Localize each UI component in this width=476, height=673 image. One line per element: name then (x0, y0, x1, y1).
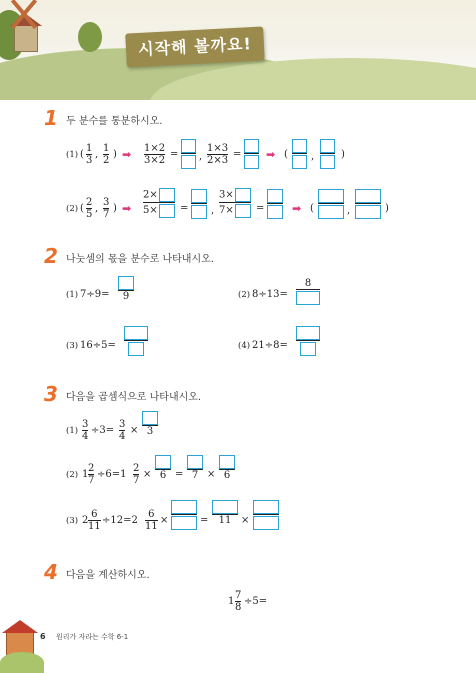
right-arrow-icon: ➡ (292, 202, 302, 215)
answer-box[interactable] (235, 188, 251, 202)
times: × (143, 469, 152, 480)
q1-p1-answer-3 (292, 139, 307, 169)
frac-num-row (219, 188, 251, 202)
q2-p1-label: (1) (66, 290, 79, 300)
frac-num: 8 (304, 278, 312, 289)
times: × (160, 515, 169, 526)
frac-num: 1 (103, 143, 110, 154)
frac-den: 7 (191, 470, 199, 481)
frac-den: 7 (133, 475, 140, 486)
answer-box[interactable] (244, 155, 259, 169)
frac-den: 5 (86, 209, 93, 220)
house-roof-icon (2, 620, 38, 633)
answer-box[interactable] (159, 204, 175, 218)
q4-number: 4 (44, 560, 58, 584)
q2-p4-answer (296, 326, 320, 356)
answer-box[interactable] (318, 205, 344, 219)
q3-p3-answer-3 (253, 500, 279, 530)
answer-box[interactable] (320, 155, 335, 169)
q2-p4-expr: 21÷8= (252, 340, 288, 351)
answer-box[interactable] (296, 326, 320, 340)
q1-p1-open: ( (80, 149, 84, 160)
q1-p2-frac-b (103, 197, 109, 220)
answer-box[interactable] (181, 155, 196, 169)
q3-p3-frac-2 (145, 509, 158, 532)
q3-p2-answer-1 (155, 455, 171, 481)
frac-den: 2 (103, 155, 110, 166)
frac-num: 3 (82, 419, 89, 430)
frac-den: 7 (103, 209, 110, 220)
header-banner (0, 0, 476, 100)
q1-p2-frac-a (86, 197, 92, 220)
answer-box[interactable] (253, 516, 279, 530)
paren-close: ) (113, 203, 117, 214)
frac-den: 7× (219, 205, 234, 216)
answer-box[interactable] (191, 189, 207, 203)
q3-p3-answer-1 (171, 500, 197, 530)
q2-number: 2 (44, 244, 58, 268)
answer-box[interactable] (235, 204, 251, 218)
q1-p2-answer-4 (355, 189, 381, 219)
q1-p1-frac-a (86, 143, 92, 166)
frac-den-row (143, 203, 175, 218)
answer-box[interactable] (191, 205, 207, 219)
frac-num: 2× (143, 189, 158, 201)
answer-box[interactable] (219, 455, 235, 469)
frac-den-row (219, 203, 251, 218)
answer-box[interactable] (142, 411, 158, 425)
q3-p2-label: (2) (66, 470, 79, 480)
answer-box[interactable] (320, 139, 335, 153)
times: × (241, 515, 250, 526)
answer-box[interactable] (118, 276, 134, 290)
right-arrow-icon: ➡ (122, 148, 132, 161)
q3-p1-frac (82, 419, 88, 442)
q4-frac (235, 590, 241, 613)
frac-num: 6 (148, 509, 155, 520)
frac-num: 7 (235, 590, 242, 601)
answer-box[interactable] (318, 189, 344, 203)
frac-num: 6 (91, 509, 98, 520)
frac-num: 3× (219, 189, 234, 201)
comma: , (347, 205, 351, 216)
answer-box[interactable] (212, 500, 238, 514)
frac-den: 11 (218, 515, 232, 526)
answer-box[interactable] (159, 188, 175, 202)
frac-den: 3 (86, 155, 93, 166)
q2-p3-expr: 16÷5= (80, 340, 116, 351)
q1-number: 1 (44, 106, 58, 130)
answer-box[interactable] (155, 455, 171, 469)
q3-p1-frac-2 (119, 419, 125, 442)
times: × (207, 469, 216, 480)
frac-den: 7 (88, 475, 95, 486)
frac-num: 2 (88, 463, 95, 474)
equals: = (233, 149, 242, 160)
q2-p2-label: (2) (238, 290, 251, 300)
q2-p4-label: (4) (238, 341, 251, 351)
frac-den: 3 (146, 426, 154, 437)
q3-p2-answer-3 (219, 455, 235, 481)
frac-num: 3 (119, 419, 126, 430)
right-arrow-icon: ➡ (266, 148, 276, 161)
q3-p2-div: ÷6=1 (97, 469, 127, 480)
frac-den: 2×3 (207, 155, 229, 166)
q3-p1-div: ÷3= (91, 425, 115, 436)
equals: = (170, 149, 179, 160)
q1-p1-answer-2 (244, 139, 259, 169)
q3-p3-answer-2 (212, 500, 238, 526)
q3-p3-frac (88, 509, 101, 532)
banner-title-plate (125, 26, 265, 67)
answer-box[interactable] (171, 500, 197, 514)
q3-text: 다음을 곱셈식으로 나타내시오. (66, 392, 202, 403)
q2-p3-answer (124, 326, 148, 356)
q3-p2-answer-2 (187, 455, 203, 481)
q1-p1-answer-4 (320, 139, 335, 169)
q3-p3-label: (3) (66, 516, 79, 526)
paren-close: ) (385, 203, 389, 214)
frac-den: 6 (159, 470, 167, 481)
frac-num: 1 (86, 143, 93, 154)
comma: , (311, 151, 315, 162)
q3-p3-div: ÷12=2 (102, 515, 138, 526)
q3-p2-whole: 1 (82, 469, 89, 480)
q1-text: 두 분수를 통분하시오. (66, 116, 163, 127)
answer-box[interactable] (355, 205, 381, 219)
frac-den: 6 (223, 470, 231, 481)
q4-rest: ÷5= (244, 596, 268, 607)
frac-den: 5× (143, 205, 158, 216)
q2-p2-answer (296, 278, 320, 305)
frac-num: 2 (133, 463, 140, 474)
q1-p2-answer-2 (267, 189, 283, 219)
q1-p1-frac-1 (144, 143, 165, 166)
q1-p1-frac-2 (207, 143, 228, 166)
q4-text: 다음을 계산하시오. (66, 570, 150, 581)
comma: , (211, 205, 215, 216)
comma: , (95, 203, 99, 214)
q2-p1-expr: 7÷9= (80, 289, 110, 300)
right-arrow-icon: ➡ (122, 202, 132, 215)
paren-close: ) (341, 149, 345, 160)
frac-den: 11 (145, 521, 158, 532)
answer-box[interactable] (296, 291, 320, 305)
q1-p2-answer-1 (191, 189, 207, 219)
q3-p1-label: (1) (66, 426, 79, 436)
q1-p2-answer-3 (318, 189, 344, 219)
q4-whole: 1 (228, 596, 235, 607)
frac-den: 4 (82, 431, 89, 442)
answer-box[interactable] (355, 189, 381, 203)
answer-box[interactable] (267, 205, 283, 219)
frac-den: 3×2 (144, 155, 166, 166)
q2-p1-answer (118, 276, 134, 302)
q1-p1-comma: , (95, 149, 99, 160)
frac-num: 1×3 (207, 143, 229, 154)
q3-p1-answer (142, 411, 158, 437)
equals: = (175, 469, 184, 480)
answer-box[interactable] (171, 516, 197, 530)
answer-box[interactable] (128, 342, 144, 356)
q2-p2-expr: 8÷13= (252, 289, 288, 300)
q3-p2-frac (88, 463, 94, 486)
answer-box[interactable] (244, 139, 259, 153)
q2-text: 나눗셈의 몫을 분수로 나타내시오. (66, 254, 214, 265)
q1-p2-frac-1 (143, 188, 175, 218)
frac-den: 9 (122, 291, 130, 302)
frac-num-row (143, 188, 175, 202)
q1-p2-frac-2 (219, 188, 251, 218)
answer-box[interactable] (253, 500, 279, 514)
page-number: 6 (40, 632, 46, 641)
frac-num: 1×2 (144, 143, 166, 154)
q1-p1-sep: , (199, 151, 203, 162)
paren-open: ( (284, 149, 288, 160)
q1-p2-label: (2) (66, 204, 79, 214)
frac-den: 4 (119, 431, 126, 442)
footer-grass (0, 652, 44, 673)
paren-open: ( (310, 203, 314, 214)
q1-p1-close: ) (113, 149, 117, 160)
frac-den: 8 (235, 602, 242, 613)
times: × (130, 425, 139, 436)
paren-open: ( (80, 203, 84, 214)
answer-box[interactable] (300, 342, 316, 356)
book-title: 원리가 자라는 수학 6-1 (56, 633, 129, 641)
frac-num: 3 (103, 197, 110, 208)
q1-p1-frac-b (103, 143, 109, 166)
q2-p3-label: (3) (66, 341, 79, 351)
q3-p2-frac-2 (133, 463, 139, 486)
tree-right (78, 22, 102, 52)
answer-box[interactable] (292, 155, 307, 169)
equals: = (256, 203, 265, 214)
q3-number: 3 (44, 382, 58, 406)
q3-p3-whole: 2 (82, 515, 89, 526)
frac-den: 11 (88, 521, 101, 532)
banner-title: 시작해 볼까요! (137, 34, 253, 59)
q1-p1-answer-1 (181, 139, 196, 169)
answer-box[interactable] (181, 139, 196, 153)
equals: = (200, 515, 209, 526)
answer-box[interactable] (124, 326, 148, 340)
q1-p1-label: (1) (66, 150, 79, 160)
equals: = (180, 203, 189, 214)
answer-box[interactable] (187, 455, 203, 469)
answer-box[interactable] (267, 189, 283, 203)
frac-num: 2 (86, 197, 93, 208)
answer-box[interactable] (292, 139, 307, 153)
